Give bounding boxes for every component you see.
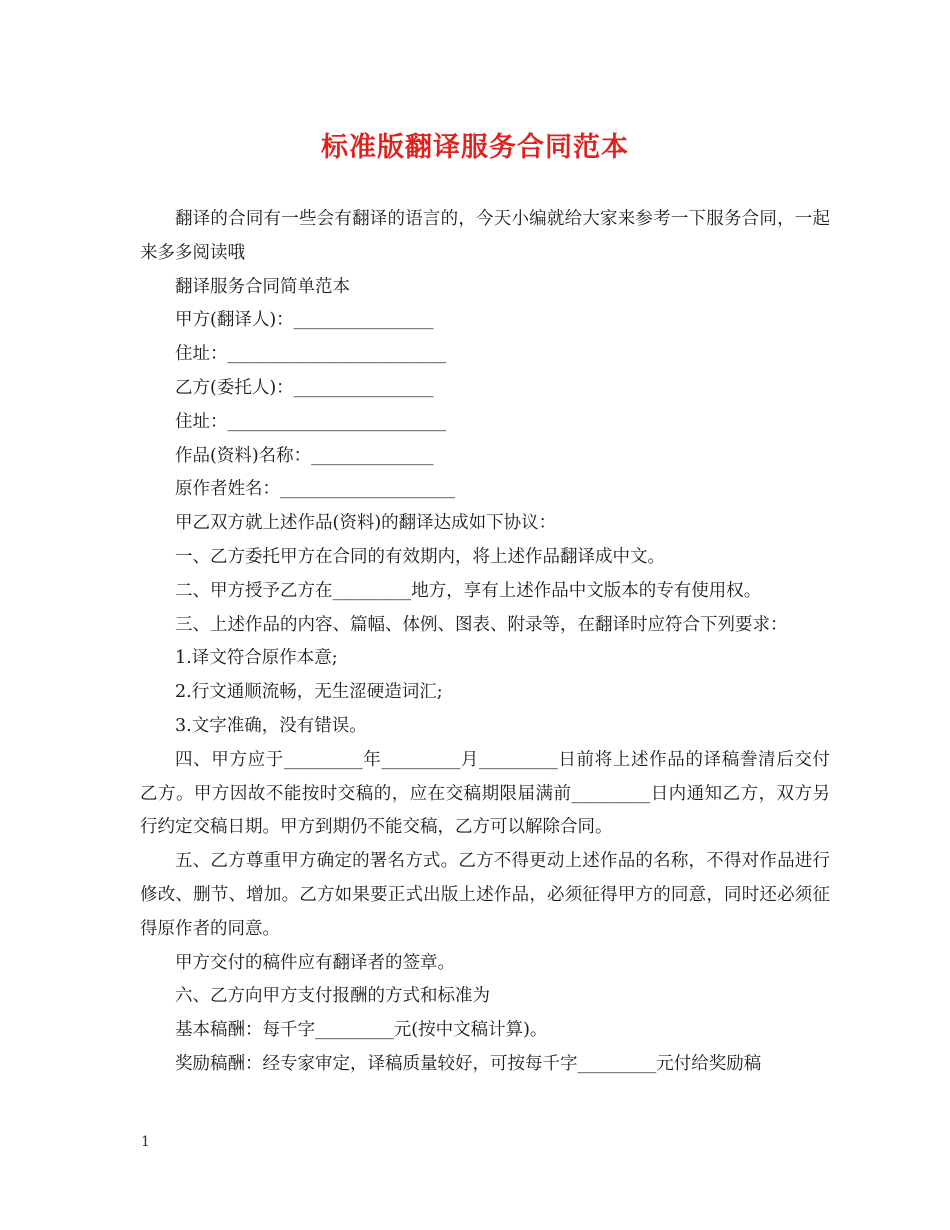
work-name-field: 作品(资料)名称：______________ (175, 445, 434, 466)
clause-6: 六、乙方向甲方支付报酬的方式和标准为 (175, 986, 490, 1007)
original-author-field: 原作者姓名：____________________ (175, 479, 455, 500)
section-heading: 翻译服务合同简单范本 (175, 276, 350, 297)
clause-3: 三、上述作品的内容、篇幅、体例、图表、附录等，在翻译时应符合下列要求： (175, 614, 788, 635)
clause-5: 五、乙方尊重甲方确定的署名方式。乙方不得更动上述作品的名称，不得对作品进行修改、删节、增加。乙方如果要正式出版上述作品，必须征得甲方的同意，同时还必须征得原作者的同意。 (140, 851, 830, 939)
party-a-address-field: 住址：_________________________ (175, 344, 447, 365)
party-b-address-field: 住址：_________________________ (175, 411, 447, 432)
agreement-intro: 甲乙双方就上述作品(资料)的翻译达成如下协议： (175, 513, 557, 534)
clause-2: 二、甲方授予乙方在_________地方，享有上述作品中文版本的专有使用权。 (175, 580, 762, 601)
clause-4: 四、甲方应于_________年_________月_________日前将上述作品的译稿誊清后交付乙方。甲方因故不能按时交稿的，应在交稿期限届满前_________日内通知乙方，双方另行约定交稿日期。甲方到期仍不能交稿，乙方可以解除合同。 (140, 749, 830, 838)
intro-paragraph: 翻译的合同有一些会有翻译的语言的，今天小编就给大家来参考一下服务合同，一起来多多阅读哦 (140, 209, 830, 263)
party-b-field: 乙方(委托人)：________________ (175, 377, 434, 398)
clause-1: 一、乙方委托甲方在合同的有效期内，将上述作品翻译成中文。 (175, 546, 665, 567)
signature-note: 甲方交付的稿件应有翻译者的签章。 (175, 952, 455, 973)
party-a-field: 甲方(翻译人)：________________ (175, 310, 434, 331)
document-body (140, 203, 830, 1082)
bonus-fee-field: 奖励稿酬：经专家审定，译稿质量较好，可按每千字_________元付给奖励稿 (175, 1053, 762, 1074)
basic-fee-field: 基本稿酬：每千字_________元(按中文稿计算)。 (175, 1020, 548, 1041)
requirement-2: 2.行文通顺流畅，无生涩硬造词汇; (175, 682, 443, 703)
requirement-3: 3.文字准确，没有错误。 (175, 715, 367, 736)
page-number: 1 (141, 1134, 150, 1150)
requirement-1: 1.译文符合原作本意; (175, 648, 338, 669)
document-title: 标准版翻译服务合同范本 (321, 132, 629, 163)
